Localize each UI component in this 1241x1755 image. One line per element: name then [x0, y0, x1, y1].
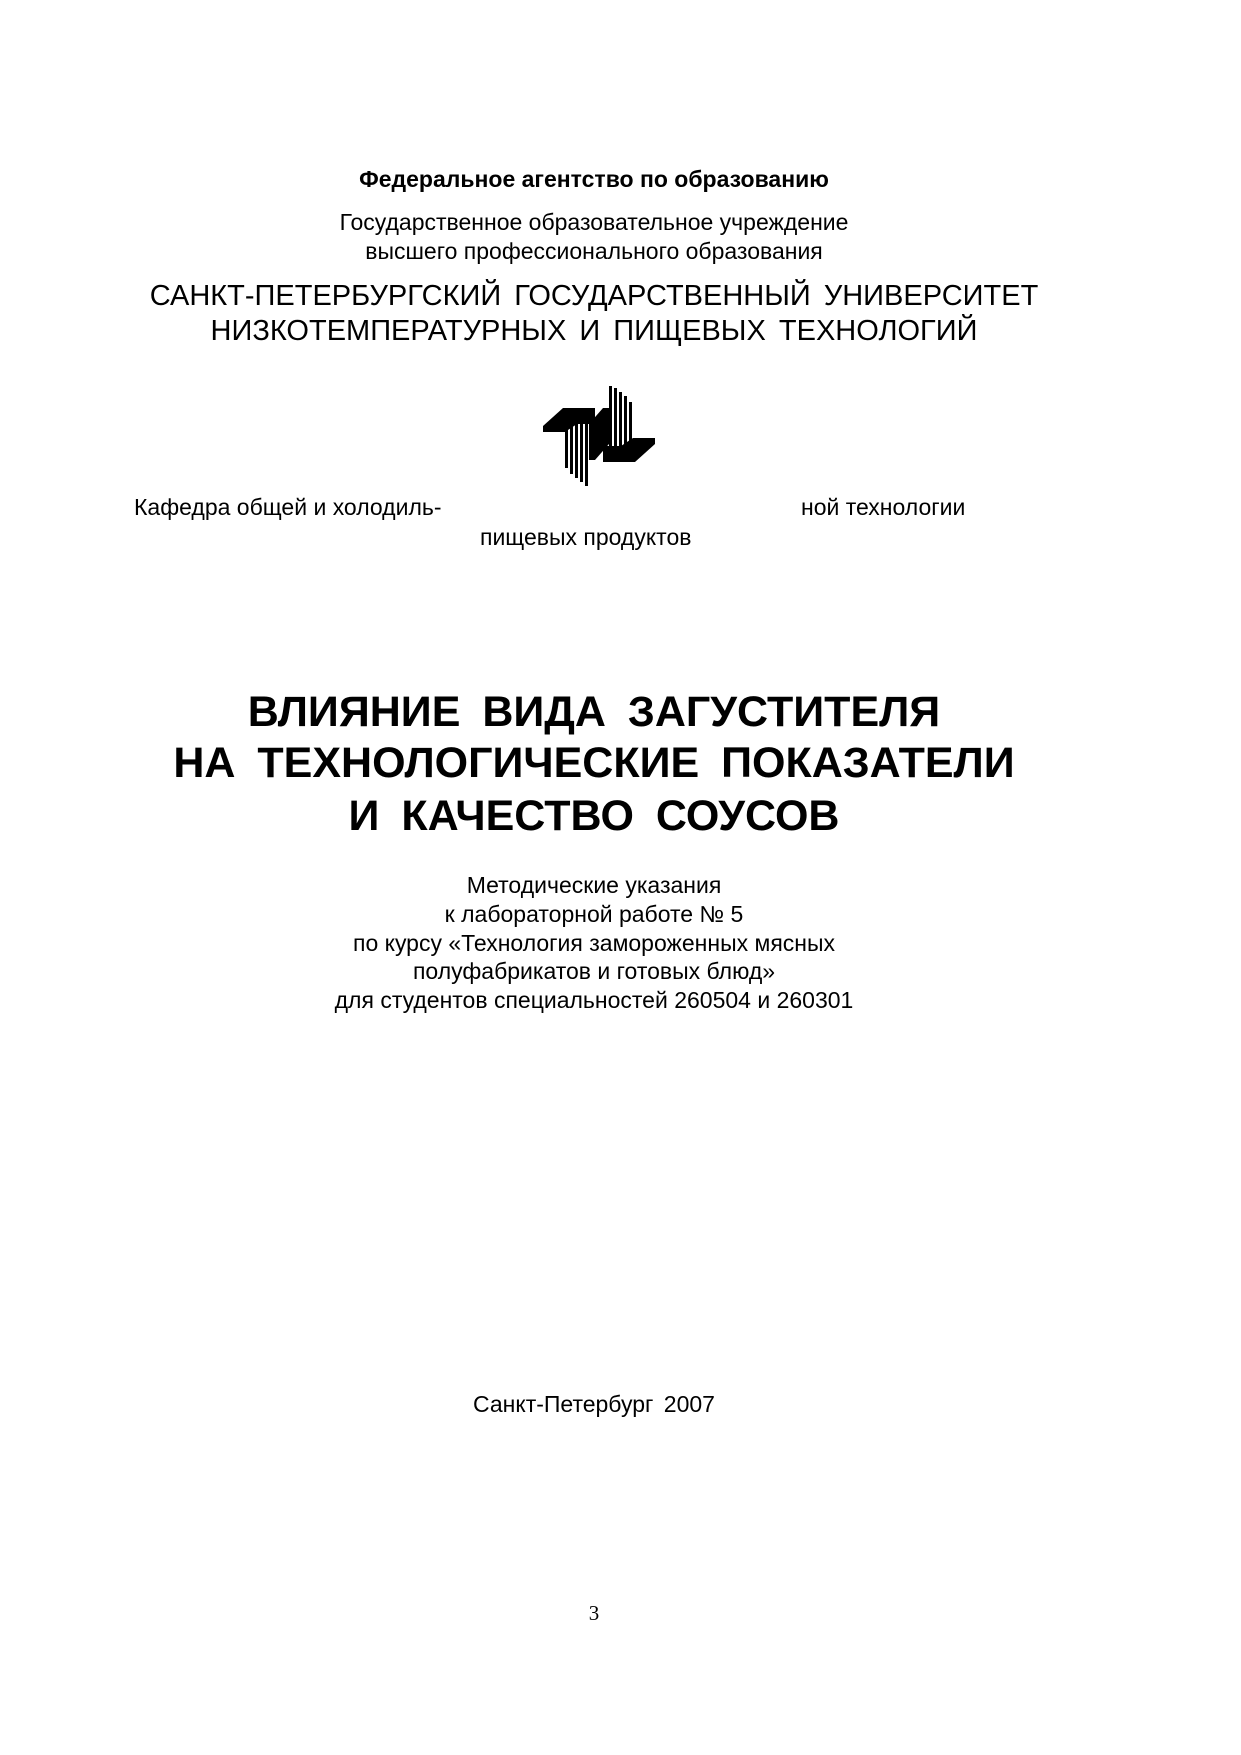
university-name-line-2: НИЗКОТЕМПЕРАТУРНЫХ И ПИЩЕВЫХ ТЕХНОЛОГИЙ: [210, 315, 978, 347]
page-number: 3: [588, 1601, 600, 1625]
department-name-part-2: ной технологии: [801, 494, 966, 520]
department-name-part-1: Кафедра общей и холодиль-: [134, 494, 442, 520]
subtitle-line-3: по курсу «Технология замороженных мясных: [352, 930, 836, 956]
university-name-line-1: САНКТ-ПЕТЕРБУРГСКИЙ ГОСУДАРСТВЕННЫЙ УНИВЕРСИТЕТ: [149, 280, 1039, 312]
institution-line-2: высшего профессионального образования: [365, 238, 823, 264]
subtitle-line-1: Методические указания: [466, 872, 722, 898]
subtitle-line-2: к лабораторной работе № 5: [444, 901, 744, 927]
city-year: Санкт-Петербург 2007: [473, 1391, 715, 1417]
document-title-line-3: И КАЧЕСТВО СОУСОВ: [348, 792, 840, 840]
subtitle-line-5: для студентов специальностей 260504 и 260301: [334, 987, 854, 1013]
document-title-line-2: НА ТЕХНОЛОГИЧЕСКИЕ ПОКАЗАТЕЛИ: [173, 739, 1015, 787]
document-title-line-1: ВЛИЯНИЕ ВИДА ЗАГУСТИТЕЛЯ: [247, 688, 941, 736]
subtitle-line-4: полуфабрикатов и готовых блюд»: [412, 958, 776, 984]
department-name-part-3: пищевых продуктов: [480, 524, 692, 550]
agency-name: Федеральное агентство по образованию: [359, 166, 829, 192]
institution-line-1: Государственное образовательное учреждение: [339, 209, 849, 235]
university-emblem-icon: [543, 382, 655, 488]
